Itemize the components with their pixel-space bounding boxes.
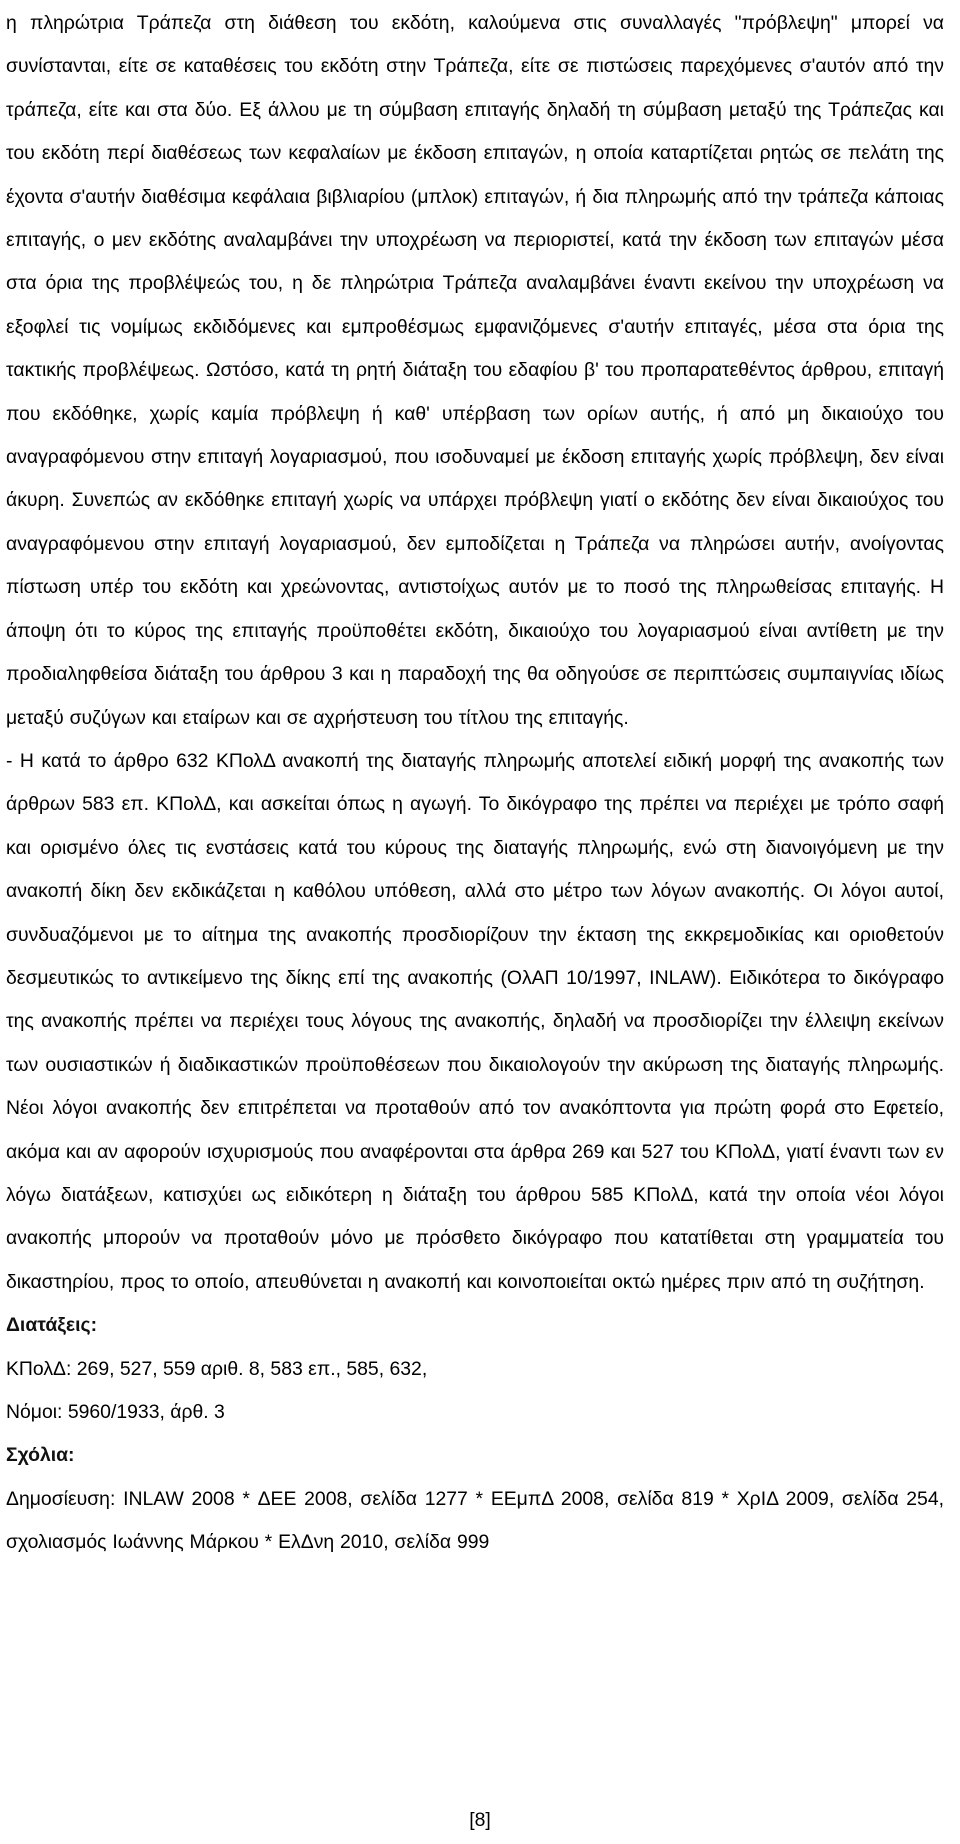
body-paragraph-2: - Η κατά το άρθρο 632 ΚΠολΔ ανακοπή της διαταγής πληρωμής αποτελεί ειδική μορφή της ανακοπής των άρθρων 583 επ. ΚΠολΔ, και ασκείται όπως η αγωγή. Το δικόγραφο της πρέπει να περιέχει με τρόπο σαφή και ορισμένο όλες τις ενστάσεις κατά του κύρους της διαταγής πληρωμής, ενώ στη διανοιγόμενη με την ανακοπή δίκη δεν εκδικάζεται η καθόλου υπόθεση, αλλά στο μέτρο των λόγων ανακοπής. Οι λόγοι αυτοί, συνδυαζόμενοι με το αίτημα της ανακοπής προσδιορίζουν την έκταση της εκκρεμοδικίας και οριοθετούν δεσμευτικώς το αντικείμενο της δίκης επί της ανακοπής (ΟλΑΠ 10/1997, INLAW). Ειδικότερα το δικόγραφο της ανακοπής πρέπει να περιέχει τους λόγους της ανακοπής, δηλαδή να προσδιορίζει την έλλειψη εκείνων των ουσιαστικών ή διαδικαστικών προϋποθέσεων που δικαιολογούν την ακύρωση της διαταγής πληρωμής. Νέοι λόγοι ανακοπής δεν επιτρέπεται να προταθούν από τον ανακόπτοντα για πρώτη φορά στο Εφετείο, ακόμα και αν αφορούν ισχυρισμούς που αναφέρονται στα άρθρα 269 και 527 του ΚΠολΔ, γιατί έναντι των εν λόγω διατάξεων, κατισχύει ως ειδικότερη η διάταξη του άρθρου 585 ΚΠολΔ, κατά την οποία νέοι λόγοι ανακοπής μπορούν να προταθούν μόνο με πρόσθετο δικόγραφο που κατατίθεται στη γραμματεία του δικαστηρίου, προς το οποίο, απευθύνεται η ανακοπή και κοινοποιείται οκτώ ημέρες πριν από τη συζήτηση. <box>6 749 944 1293</box>
document-page <box>6 0 944 1565</box>
provisions-line-kpold: ΚΠολΔ: 269, 527, 559 αριθ. 8, 583 επ., 585, 632, <box>6 1357 428 1380</box>
comments-publication-text: Δημοσίευση: INLAW 2008 * ΔΕΕ 2008, σελίδα 1277 * ΕΕμπΔ 2008, σελίδα 819 * ΧρΙΔ 2009, σελίδα 254, σχολιασμός Ιωάννης Μάρκου * ΕλΔνη 2010, σελίδα 999 <box>6 1487 944 1554</box>
comments-heading: Σχόλια: <box>6 1444 75 1467</box>
provisions-line-laws: Νόμοι: 5960/1933, άρθ. 3 <box>6 1401 225 1423</box>
provisions-heading: Διατάξεις: <box>6 1314 98 1337</box>
page-number: [8] <box>469 1809 491 1831</box>
body-paragraph-1: η πληρώτρια Τράπεζα στη διάθεση του εκδότη, καλούμενα στις συναλλαγές "πρόβλεψη" μπορεί να συνίστανται, είτε σε καταθέσεις του εκδότη στην Τράπεζα, είτε σε πιστώσεις παρεχόμενες σ'αυτόν από την τράπεζα, είτε και στα δύο. Εξ άλλου με τη σύμβαση επιταγής δηλαδή τη σύμβαση μεταξύ της Τράπεζας και του εκδότη περί διαθέσεως των κεφαλαίων με έκδοση επιταγών, η οποία καταρτίζεται ρητώς σε πελάτη της έχοντα σ'αυτήν διαθέσιμα κεφάλαια βιβλιαρίου (μπλοκ) επιταγών, ή δια πληρωμής από την τράπεζα κάποιας επιταγής, ο μεν εκδότης αναλαμβάνει την υποχρέωση να περιοριστεί, κατά την έκδοση των επιταγών μέσα στα όρια της προβλέψεώς του, η δε πληρώτρια Τράπεζα αναλαμβάνει έναντι εκείνου την υποχρέωση να εξοφλεί τις νομίμως εκδιδόμενες και εμπροθέσμως εμφανιζόμενες σ'αυτήν επιταγές, μέσα στα όρια της τακτικής προβλέψεως. Ωστόσο, κατά τη ρητή διάταξη του εδαφίου β' του προπαρατεθέντος άρθρου, επιταγή που εκδόθηκε, χωρίς καμία πρόβλεψη ή καθ' υπέρβαση των ορίων αυτής, ή από μη δικαιούχο του αναγραφόμενου στην επιταγή λογαριασμού, που ισοδυναμεί με έκδοση επιταγής χωρίς πρόβλεψη, δεν είναι άκυρη. Συνεπώς αν εκδόθηκε επιταγή χωρίς να υπάρχει πρόβλεψη γιατί ο εκδότης δεν είναι δικαιούχος του αναγραφόμενου στην επιταγή λογαριασμού, δεν εμποδίζεται η Τράπεζα να πληρώσει αυτήν, ανοίγοντας πίστωση υπέρ του εκδότη και χρεώνοντας, αντιστοίχως αυτόν με το ποσό της πληρωθείσας επιταγής. Η άποψη ότι το κύρος της επιταγής προϋποθέτει εκδότη, δικαιούχο του λογαριασμού είναι αντίθετη με την προδιαληφθείσα διάταξη του άρθρου 3 και η παραδοχή της θα οδηγούσε σε περιπτώσεις συμπαιγνίας ιδίως μεταξύ συζύγων και εταίρων και σε αχρήστευση του τίτλου της επιταγής. <box>6 12 944 729</box>
